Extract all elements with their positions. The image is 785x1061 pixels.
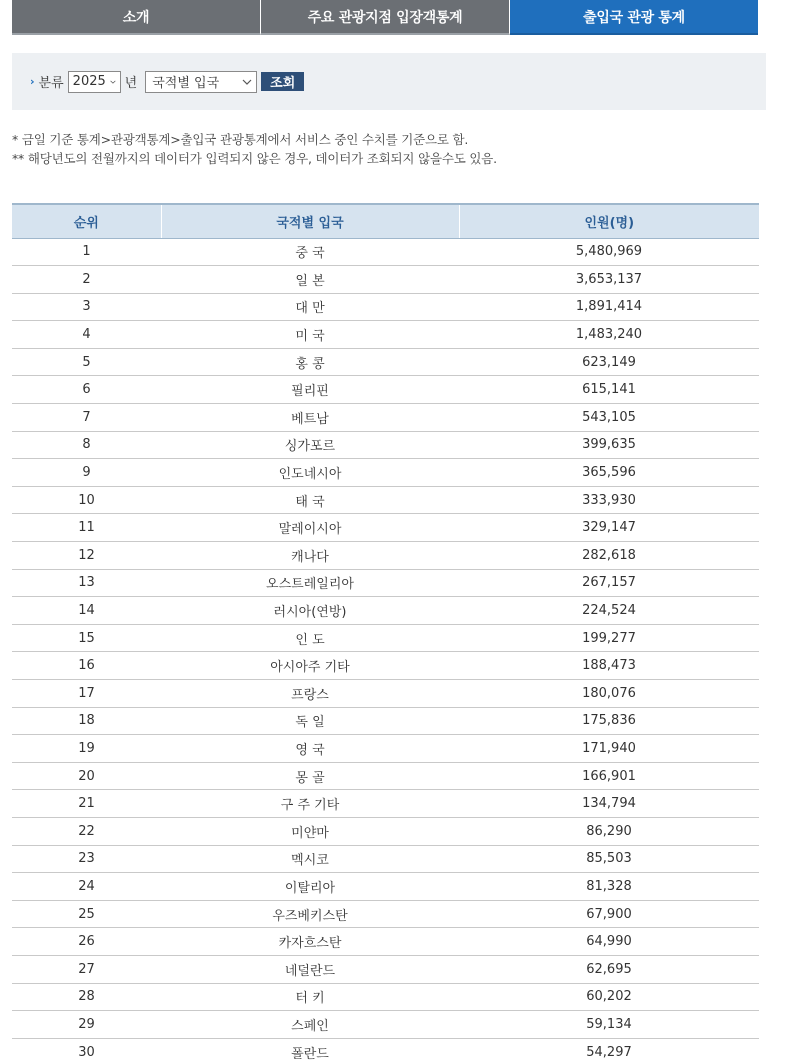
table-row [12,1038,759,1061]
cell-nationality: 스페인 [161,1011,459,1039]
cell-rank: 25 [12,900,161,928]
cell-count: 399,635 [459,431,759,459]
cell-count: 64,990 [459,928,759,956]
cell-nationality: 인 도 [161,624,459,652]
cell-nationality: 인도네시아 [161,459,459,487]
cell-count: 224,524 [459,597,759,625]
category-select-value: 국적별 입국 [152,76,220,91]
cell-count: 180,076 [459,680,759,708]
cell-count: 134,794 [459,790,759,818]
cell-rank: 30 [12,1038,161,1061]
cell-count: 365,596 [459,459,759,487]
cell-nationality: 러시아(연방) [161,597,459,625]
table-row [12,376,759,404]
cell-nationality: 말레이시아 [161,514,459,542]
cell-count: 85,503 [459,845,759,873]
cell-count: 188,473 [459,652,759,680]
table-row [12,431,759,459]
cell-count: 199,277 [459,624,759,652]
cell-rank: 17 [12,680,161,708]
cell-count: 329,147 [459,514,759,542]
notes [12,130,497,168]
cell-nationality: 우즈베키스탄 [161,900,459,928]
tab-bar [12,0,758,36]
cell-rank: 22 [12,817,161,845]
cell-count: 166,901 [459,762,759,790]
table-row [12,735,759,763]
table-row [12,348,759,376]
cell-nationality: 몽 골 [161,762,459,790]
cell-rank: 5 [12,348,161,376]
table-row [12,680,759,708]
header-rank: 순위 [12,204,161,238]
cell-nationality: 구 주 기타 [161,790,459,818]
cell-nationality: 멕시코 [161,845,459,873]
cell-rank: 6 [12,376,161,404]
cell-rank: 21 [12,790,161,818]
cell-count: 1,483,240 [459,321,759,349]
cell-nationality: 터 키 [161,983,459,1011]
table-row [12,624,759,652]
table-body [12,238,759,1061]
cell-nationality: 대 만 [161,293,459,321]
year-select-value: 2025 [72,74,106,89]
cell-rank: 13 [12,569,161,597]
cell-nationality: 캐나다 [161,542,459,570]
cell-rank: 8 [12,431,161,459]
cell-rank: 12 [12,542,161,570]
cell-rank: 1 [12,238,161,266]
cell-count: 59,134 [459,1011,759,1039]
cell-nationality: 이탈리아 [161,873,459,901]
table-row [12,762,759,790]
cell-count: 333,930 [459,486,759,514]
chevron-right-icon: › [30,75,35,88]
cell-count: 267,157 [459,569,759,597]
cell-count: 60,202 [459,983,759,1011]
cell-nationality: 중 국 [161,238,459,266]
cell-count: 623,149 [459,348,759,376]
table-row [12,238,759,266]
cell-rank: 20 [12,762,161,790]
cell-count: 5,480,969 [459,238,759,266]
cell-nationality: 폴란드 [161,1038,459,1061]
table-row [12,266,759,294]
cell-nationality: 영 국 [161,735,459,763]
chevron-down-icon [110,77,116,87]
table-row [12,790,759,818]
cell-rank: 2 [12,266,161,294]
table-row [12,542,759,570]
cell-count: 171,940 [459,735,759,763]
cell-count: 175,836 [459,707,759,735]
cell-count: 1,891,414 [459,293,759,321]
cell-count: 3,653,137 [459,266,759,294]
cell-rank: 15 [12,624,161,652]
table-row [12,321,759,349]
table-row [12,1011,759,1039]
cell-nationality: 오스트레일리아 [161,569,459,597]
category-select[interactable] [145,71,257,93]
cell-count: 615,141 [459,376,759,404]
table-row [12,514,759,542]
cell-rank: 10 [12,486,161,514]
filter-bar [12,53,766,110]
cell-count: 543,105 [459,404,759,432]
cell-count: 282,618 [459,542,759,570]
table-row [12,459,759,487]
cell-nationality: 일 본 [161,266,459,294]
cell-rank: 11 [12,514,161,542]
cell-nationality: 미얀마 [161,817,459,845]
cell-rank: 3 [12,293,161,321]
note-line: ** 해당년도의 전월까지의 데이터가 입력되지 않은 경우, 데이터가 조회되지 않을수도 있음. [12,151,497,166]
cell-nationality: 프랑스 [161,680,459,708]
table-row [12,928,759,956]
cell-rank: 27 [12,955,161,983]
cell-rank: 29 [12,1011,161,1039]
cell-nationality: 아시아주 기타 [161,652,459,680]
stats-table [12,203,759,1061]
filter-label: 분류 [38,76,64,91]
cell-rank: 7 [12,404,161,432]
table-header-row [12,204,759,238]
search-button[interactable]: 조회 [261,72,304,91]
tab-inbound-outbound-stats[interactable]: 출입국 관광 통계 [510,0,758,35]
year-suffix: 년 [124,76,138,91]
cell-rank: 14 [12,597,161,625]
cell-count: 54,297 [459,1038,759,1061]
cell-count: 81,328 [459,873,759,901]
cell-rank: 19 [12,735,161,763]
header-count: 인원(명) [459,204,759,238]
cell-count: 67,900 [459,900,759,928]
table-row [12,597,759,625]
table-row [12,845,759,873]
tab-attraction-visitor-stats[interactable]: 주요 관광지점 입장객통계 [261,0,510,35]
cell-nationality: 네덜란드 [161,955,459,983]
cell-rank: 23 [12,845,161,873]
table-row [12,817,759,845]
chevron-down-icon [242,77,252,87]
cell-nationality: 독 일 [161,707,459,735]
cell-count: 62,695 [459,955,759,983]
table-row [12,983,759,1011]
cell-nationality: 홍 콩 [161,348,459,376]
table-row [12,707,759,735]
cell-nationality: 태 국 [161,486,459,514]
cell-rank: 9 [12,459,161,487]
table-row [12,569,759,597]
cell-rank: 24 [12,873,161,901]
cell-rank: 26 [12,928,161,956]
cell-nationality: 미 국 [161,321,459,349]
cell-count: 86,290 [459,817,759,845]
cell-nationality: 필리핀 [161,376,459,404]
cell-rank: 18 [12,707,161,735]
cell-nationality: 베트남 [161,404,459,432]
table-row [12,652,759,680]
table-row [12,873,759,901]
cell-rank: 16 [12,652,161,680]
cell-nationality: 싱가포르 [161,431,459,459]
table-row [12,900,759,928]
cell-rank: 28 [12,983,161,1011]
year-select[interactable] [68,71,121,93]
table-row [12,486,759,514]
table-row [12,404,759,432]
cell-nationality: 카자흐스탄 [161,928,459,956]
cell-rank: 4 [12,321,161,349]
table-row [12,955,759,983]
header-nationality: 국적별 입국 [161,204,459,238]
table-row [12,293,759,321]
tab-intro[interactable]: 소개 [12,0,261,35]
note-line: * 금일 기준 통계>관광객통계>출입국 관광통계에서 서비스 중인 수치를 기준으로 함. [12,132,469,147]
